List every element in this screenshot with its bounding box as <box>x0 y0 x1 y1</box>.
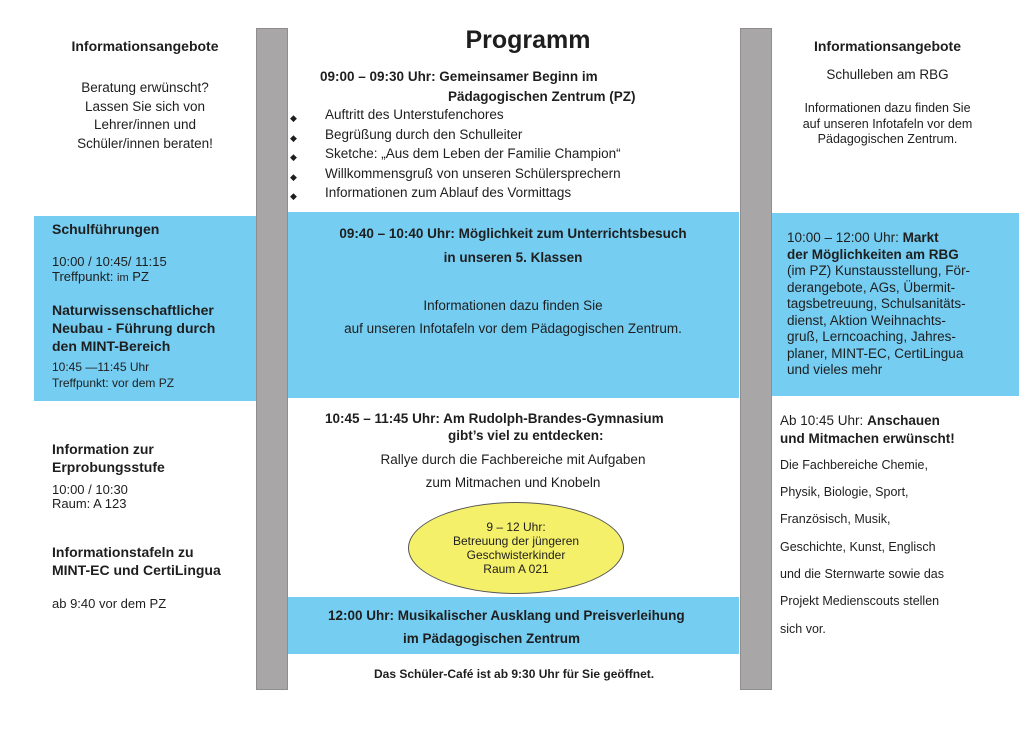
mint-tour-title-line: den MINT-Bereich <box>52 338 171 354</box>
mint-tour-title-line: Naturwissenschaftlicher <box>52 302 214 318</box>
right-heading: Informationsangebote <box>813 38 961 54</box>
trial-stage-times: 10:00 / 10:30 <box>52 482 128 497</box>
advice-line: Beratung erwünscht? <box>81 80 209 95</box>
market-heading-line1 <box>787 230 1002 247</box>
advice-text <box>34 79 256 153</box>
advice-line: Lassen Sie sich von <box>84 98 206 114</box>
list-item <box>290 107 621 127</box>
participate-time: Ab 10:45 Uhr: <box>780 413 864 428</box>
list-item <box>290 185 621 205</box>
mint-tour-time: 10:45 —11:45 Uhr <box>52 360 150 374</box>
rally-heading-line2: gibt’s viel zu entdecken: <box>448 428 604 443</box>
rally-text-line1: Rallye durch die Fachbereiche mit Aufgaben <box>380 452 646 467</box>
tours-meeting-prep: im <box>117 272 129 284</box>
right-info-line: Pädagogischen Zentrum. <box>817 132 958 146</box>
list-item <box>290 127 621 147</box>
participate-title: Anschauen <box>867 413 940 428</box>
finale-heading-line2: im Pädagogischen Zentrum <box>403 631 581 646</box>
childcare-ellipse <box>408 502 624 594</box>
participate-line: Die Fachbereiche Chemie, <box>780 458 928 472</box>
market-line: dienst, Aktion Weihnachts- <box>787 312 946 328</box>
trial-stage-title <box>52 440 165 476</box>
boards-text: ab 9:40 vor dem PZ <box>52 596 167 611</box>
tours-title: Schulführungen <box>52 221 160 237</box>
market-line: gruß, Lerncoaching, Jahres- <box>787 329 956 344</box>
market-time: 10:00 – 12:00 Uhr: <box>787 230 899 245</box>
left-heading: Informationsangebote <box>71 38 219 54</box>
market-title: Markt <box>902 230 939 245</box>
lessons-info-line1: Informationen dazu finden Sie <box>423 298 603 313</box>
rally-text-line2: zum Mitmachen und Knobeln <box>425 475 601 490</box>
participate-line: Französisch, Musik, <box>780 512 891 526</box>
list-item-text: Informationen zum Ablauf des Vormittags <box>325 185 572 200</box>
list-item-text: Willkommensgruß von unseren Schülersprechern <box>325 165 621 181</box>
childcare-line: Geschwisterkinder <box>466 548 566 562</box>
left-divider-pillar <box>256 28 288 690</box>
participate-heading-line2: und Mitmachen erwünscht! <box>780 431 955 446</box>
right-subheading: Schulleben am RBG <box>826 67 949 82</box>
tours-times: 10:00 / 10:45/ 11:15 <box>52 254 167 269</box>
start-bullet-list <box>290 107 621 205</box>
advice-line: Schüler/innen beraten! <box>77 135 213 151</box>
start-heading-line1: 09:00 – 09:30 Uhr: Gemeinsamer Beginn im <box>320 69 598 84</box>
lessons-heading-line1: 09:40 – 10:40 Uhr: Möglichkeit zum Unterrichtsbesuch <box>339 226 687 241</box>
participate-heading-line1 <box>780 412 1010 430</box>
start-heading-line2: Pädagogischen Zentrum (PZ) <box>448 89 636 104</box>
bullet-icon: ◆ <box>290 132 297 143</box>
right-info-text <box>770 101 1005 148</box>
market-line: tagsbetreuung, Schulsanitäts- <box>787 296 966 311</box>
list-item <box>290 146 621 166</box>
mint-tour-title <box>52 301 215 355</box>
right-info-line: auf unseren Infotafeln vor dem <box>802 116 973 131</box>
list-item-text: Begrüßung durch den Schulleiter <box>325 126 523 142</box>
mint-tour-meeting: Treffpunkt: vor dem PZ <box>52 376 175 390</box>
lessons-heading-line2: in unseren 5. Klassen <box>443 250 583 265</box>
bullet-icon: ◆ <box>290 152 297 162</box>
tours-meeting-place: PZ <box>132 269 149 284</box>
market-line: und vieles mehr <box>787 362 883 377</box>
market-line: planer, MINT-EC, CertiLingua <box>787 345 964 361</box>
market-text <box>787 230 1002 379</box>
market-heading-line2: der Möglichkeiten am RBG <box>787 246 959 262</box>
participate-line: Geschichte, Kunst, Englisch <box>780 540 936 554</box>
market-line: derangebote, AGs, Übermit- <box>787 279 956 295</box>
tours-meeting <box>52 269 149 286</box>
trial-stage-room: Raum: A 123 <box>52 496 127 511</box>
boards-title-line: MINT-EC und CertiLingua <box>52 562 221 578</box>
market-line: (im PZ) Kunstausstellung, För- <box>787 263 971 278</box>
bullet-icon: ◆ <box>290 191 297 201</box>
bullet-icon: ◆ <box>290 171 297 182</box>
boards-title <box>52 543 221 579</box>
participate-line: Physik, Biologie, Sport, <box>780 485 909 499</box>
advice-line: Lehrer/innen und <box>93 117 197 132</box>
right-divider-pillar <box>740 28 772 690</box>
childcare-line: Raum A 021 <box>483 562 549 576</box>
lessons-info-line2: auf unseren Infotafeln vor dem Pädagogischen Zentrum. <box>344 321 682 336</box>
trial-stage-title-line: Erprobungsstufe <box>52 459 165 475</box>
list-item <box>290 166 621 186</box>
participate-line: sich vor. <box>780 622 826 636</box>
rally-heading-line1: 10:45 – 11:45 Uhr: Am Rudolph-Brandes-Gymnasium <box>325 411 664 426</box>
trial-stage-title-line: Information zur <box>52 441 154 457</box>
right-info-line: Informationen dazu finden Sie <box>804 101 971 115</box>
participate-heading <box>780 412 1010 448</box>
list-item-text: Auftritt des Unterstufenchores <box>325 107 504 122</box>
childcare-line: Betreuung der jüngeren <box>452 534 580 548</box>
page-title: Programm <box>465 26 591 54</box>
finale-time: 12:00 Uhr: <box>328 608 395 623</box>
bullet-icon: ◆ <box>290 113 297 123</box>
boards-title-line: Informationstafeln zu <box>52 544 194 560</box>
tours-meeting-label: Treffpunkt: <box>52 269 114 284</box>
list-item-text: Sketche: „Aus dem Leben der Familie Champion“ <box>325 146 621 161</box>
participate-line: und die Sternwarte sowie das <box>780 567 944 581</box>
mint-tour-title-line: Neubau - Führung durch <box>52 320 216 336</box>
finale-title: Musikalischer Ausklang und Preisverleihung <box>397 608 685 623</box>
cafe-note: Das Schüler-Café ist ab 9:30 Uhr für Sie geöffnet. <box>374 667 655 681</box>
finale-heading-line1 <box>328 608 685 623</box>
participate-line: Projekt Medienscouts stellen <box>780 594 940 608</box>
childcare-line: 9 – 12 Uhr: <box>486 520 546 534</box>
